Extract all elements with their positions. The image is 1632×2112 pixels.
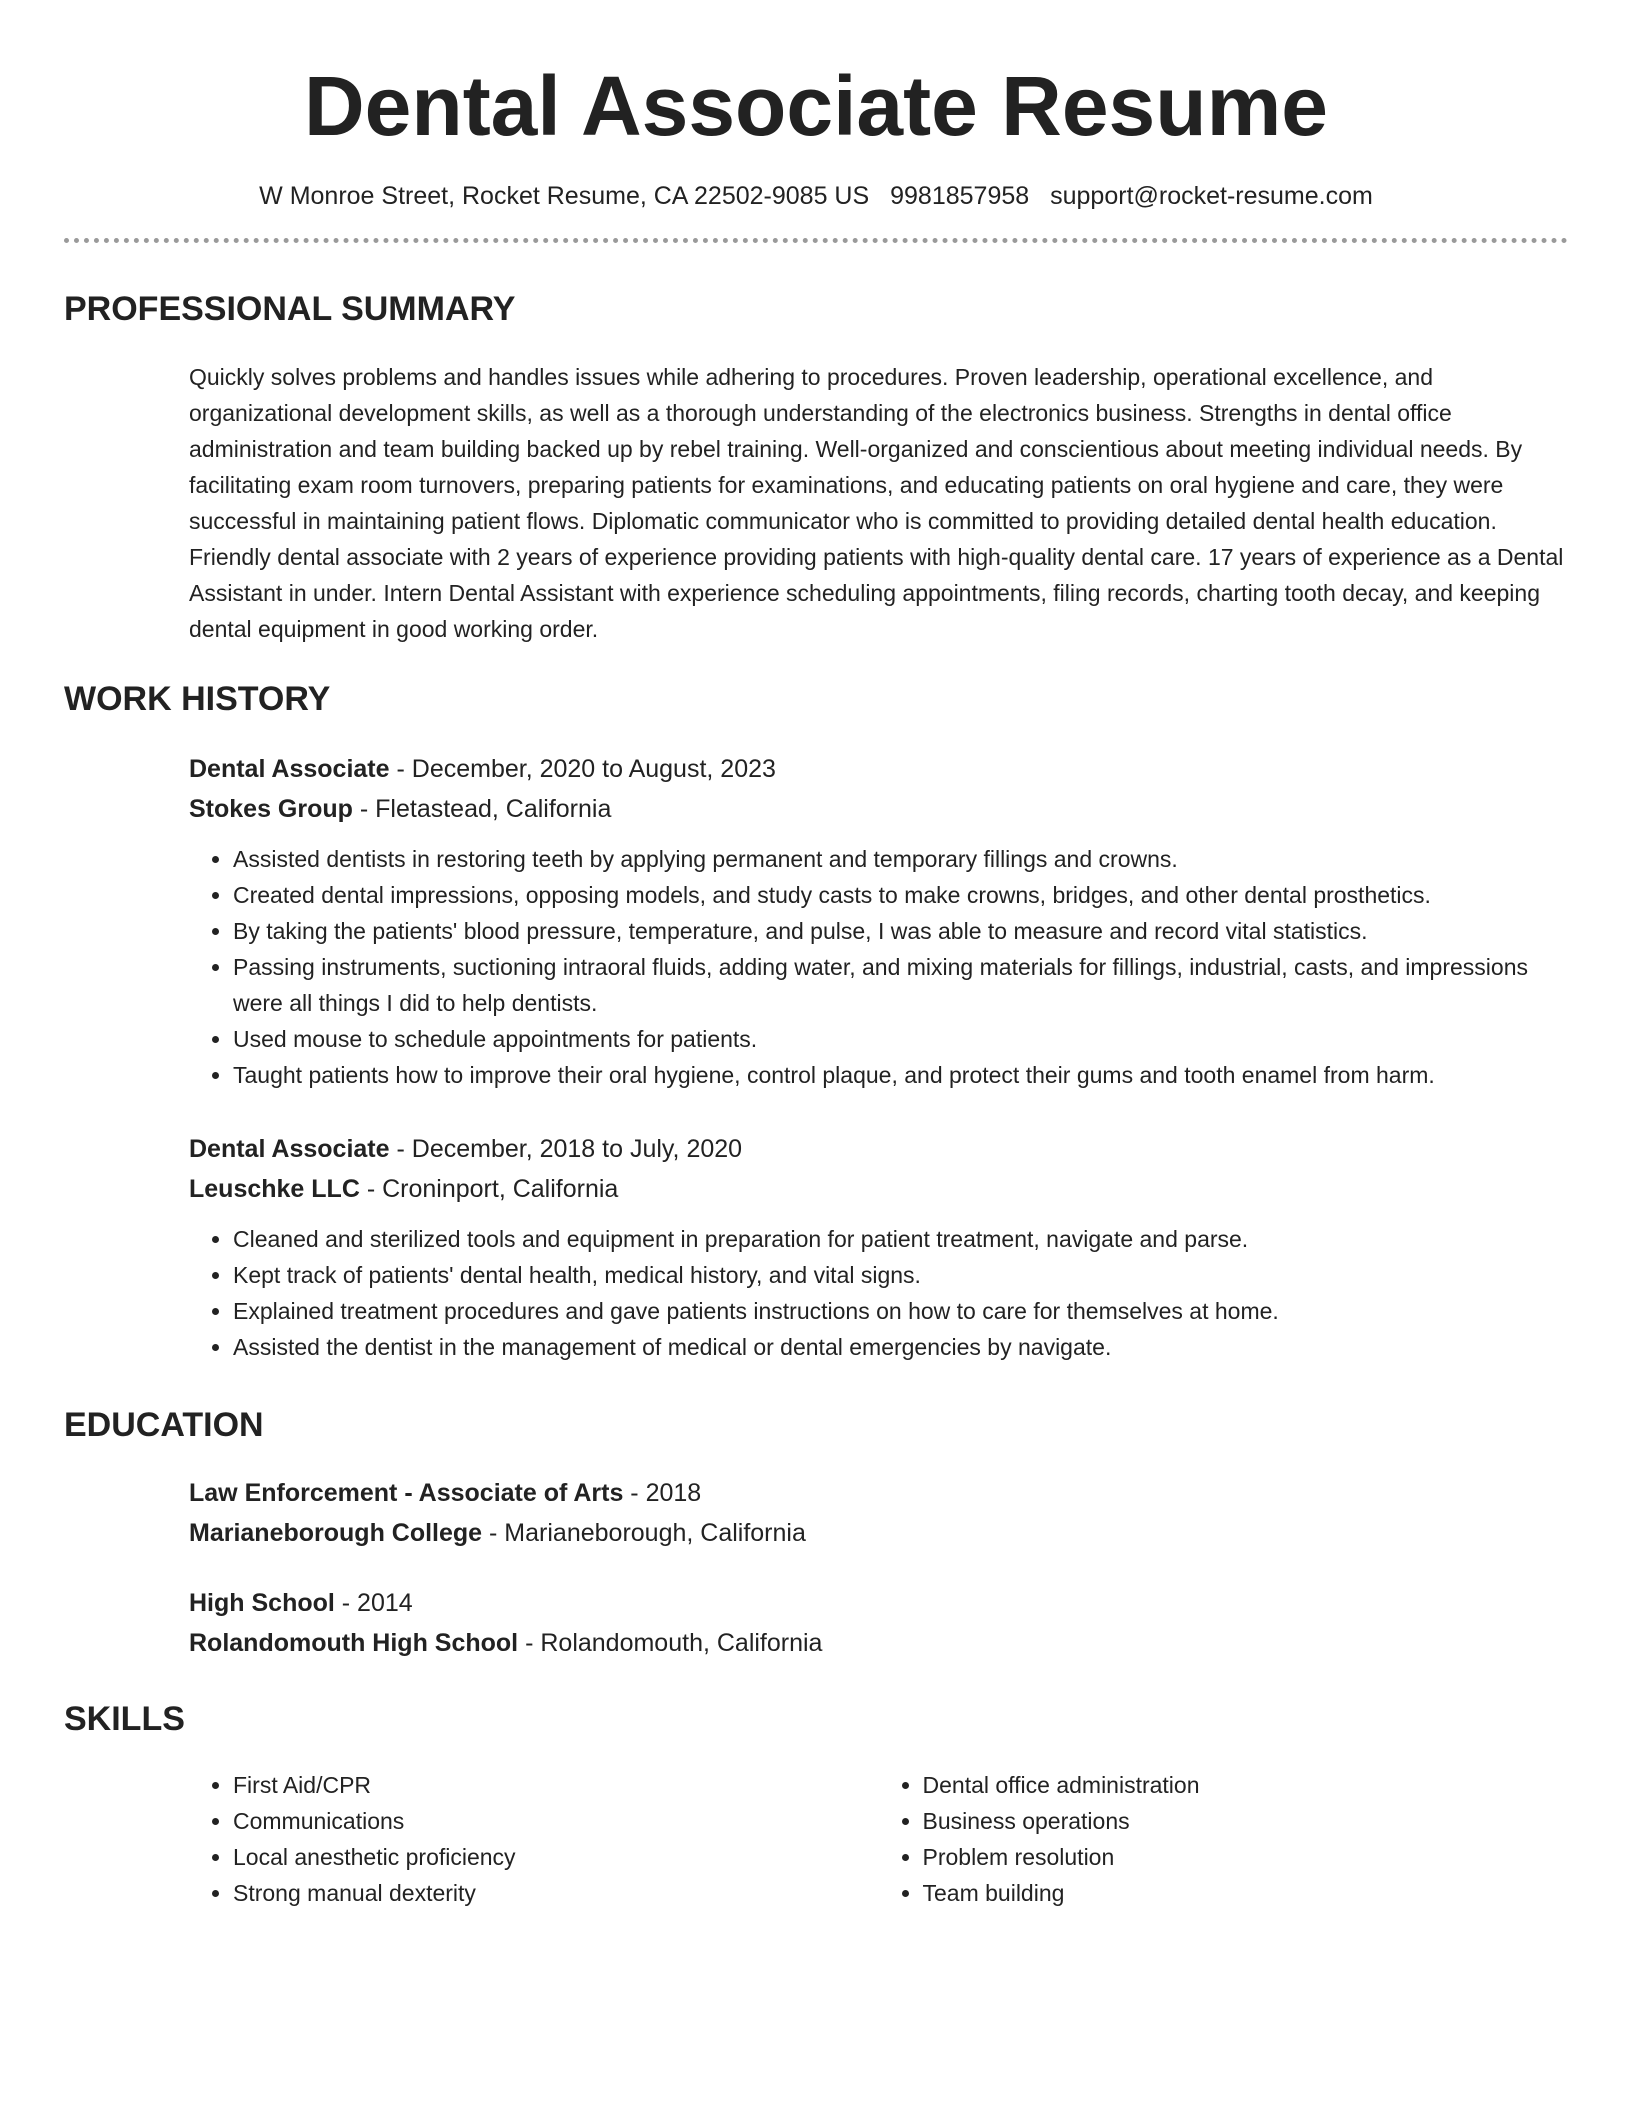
job-entry — [64, 1129, 1568, 1365]
education-entry — [64, 1473, 1568, 1553]
header-divider — [64, 238, 1568, 243]
job-company: Stokes Group — [189, 795, 353, 823]
education-location: - Rolandomouth, California — [518, 1629, 823, 1657]
list-item: • Cleaned and sterilized tools and equipment in preparation for patient treatment, navigate and parse. — [233, 1221, 1568, 1257]
job-company-line — [189, 1169, 1568, 1209]
job-dates: - December, 2020 to August, 2023 — [389, 755, 776, 783]
job-location: - Croninport, California — [359, 1175, 619, 1203]
job-company: Leuschke LLC — [189, 1175, 360, 1203]
skills-section — [64, 1699, 1568, 1911]
education-school: Marianeborough College — [189, 1519, 483, 1547]
education-year: - 2014 — [334, 1589, 413, 1617]
skills-column-left — [189, 1767, 879, 1911]
job-bullets — [189, 841, 1568, 1093]
job-bullets — [189, 1221, 1568, 1365]
section-heading-education: EDUCATION — [64, 1406, 264, 1444]
list-item: • Used mouse to schedule appointments for patients. — [233, 1021, 1568, 1057]
list-item: • Assisted dentists in restoring teeth by applying permanent and temporary fillings and crowns. — [233, 841, 1568, 877]
skill-item: • Strong manual dexterity — [233, 1875, 879, 1911]
skill-item: • Dental office administration — [923, 1767, 1569, 1803]
professional-summary-section — [64, 289, 1568, 647]
job-title-line — [189, 749, 1568, 789]
education-school: Rolandomouth High School — [189, 1629, 519, 1657]
list-item: • Created dental impressions, opposing models, and study casts to make crowns, bridges, and other dental prosthetics. — [233, 877, 1568, 913]
list-item: • Taught patients how to improve their oral hygiene, control plaque, and protect their gums and tooth enamel from harm. — [233, 1057, 1568, 1093]
job-dates: - December, 2018 to July, 2020 — [389, 1135, 743, 1163]
list-item: • Passing instruments, suctioning intraoral fluids, adding water, and mixing materials for fillings, industrial, casts, and impressions were all things I did to help dentists. — [233, 949, 1568, 1021]
section-heading-skills: SKILLS — [64, 1700, 185, 1738]
list-item: • Explained treatment procedures and gave patients instructions on how to care for themselves at home. — [233, 1293, 1568, 1329]
work-history-section — [64, 679, 1568, 1365]
resume-title: Dental Associate Resume — [304, 59, 1328, 153]
job-location: - Fletastead, California — [352, 795, 612, 823]
list-item: • Kept track of patients' dental health, medical history, and vital signs. — [233, 1257, 1568, 1293]
education-degree-line — [189, 1583, 1568, 1623]
education-school-line — [189, 1623, 1568, 1663]
contact-phone: 9981857958 — [890, 182, 1030, 210]
skill-item: • Local anesthetic proficiency — [233, 1839, 879, 1875]
education-degree: Law Enforcement - Associate of Arts — [189, 1479, 624, 1507]
education-degree-line — [189, 1473, 1568, 1513]
job-title: Dental Associate — [189, 755, 390, 783]
job-title: Dental Associate — [189, 1135, 390, 1163]
job-entry — [64, 749, 1568, 1093]
summary-text: Quickly solves problems and handles issues while adhering to procedures. Proven leadership, operational excellence, and organizational development skills, as well as a thorough understanding of the electronics business. Strengths in dental office administration and team building backed up by rebel training. Well-organized and conscientious about meeting individual needs. By facilitating exam room turnovers, preparing patients for examinations, and educating patients on oral hygiene and care, they were successful in maintaining patient flows. Diplomatic communicator who is committed to providing detailed dental health education. Friendly dental associate with 2 years of experience providing patients with high-quality dental care. 17 years of experience as a Dental Assistant in under. Intern Dental Assistant with experience scheduling appointments, filing records, charting tooth decay, and keeping dental equipment in good working order. — [189, 364, 1564, 642]
education-degree: High School — [189, 1589, 335, 1617]
job-company-line — [189, 789, 1568, 829]
contact-line — [64, 180, 1568, 212]
skill-item: • Problem resolution — [923, 1839, 1569, 1875]
skill-item: • Communications — [233, 1803, 879, 1839]
education-entry — [64, 1583, 1568, 1663]
education-location: - Marianeborough, California — [482, 1519, 806, 1547]
skills-grid — [64, 1767, 1568, 1911]
contact-email: support@rocket-resume.com — [1050, 182, 1373, 210]
list-item: • By taking the patients' blood pressure, temperature, and pulse, I was able to measure and record vital statistics. — [233, 913, 1568, 949]
job-title-line — [189, 1129, 1568, 1169]
skill-item: • Business operations — [923, 1803, 1569, 1839]
education-school-line — [189, 1513, 1568, 1553]
skill-item: • Team building — [923, 1875, 1569, 1911]
education-section — [64, 1405, 1568, 1663]
list-item: • Assisted the dentist in the management of medical or dental emergencies by navigate. — [233, 1329, 1568, 1365]
section-heading-summary: PROFESSIONAL SUMMARY — [64, 290, 516, 328]
section-heading-work: WORK HISTORY — [64, 680, 331, 718]
contact-address: W Monroe Street, Rocket Resume, CA 22502-9085 US — [259, 182, 870, 210]
education-year: - 2018 — [623, 1479, 702, 1507]
skill-item: • First Aid/CPR — [233, 1767, 879, 1803]
skills-column-right — [879, 1767, 1569, 1911]
